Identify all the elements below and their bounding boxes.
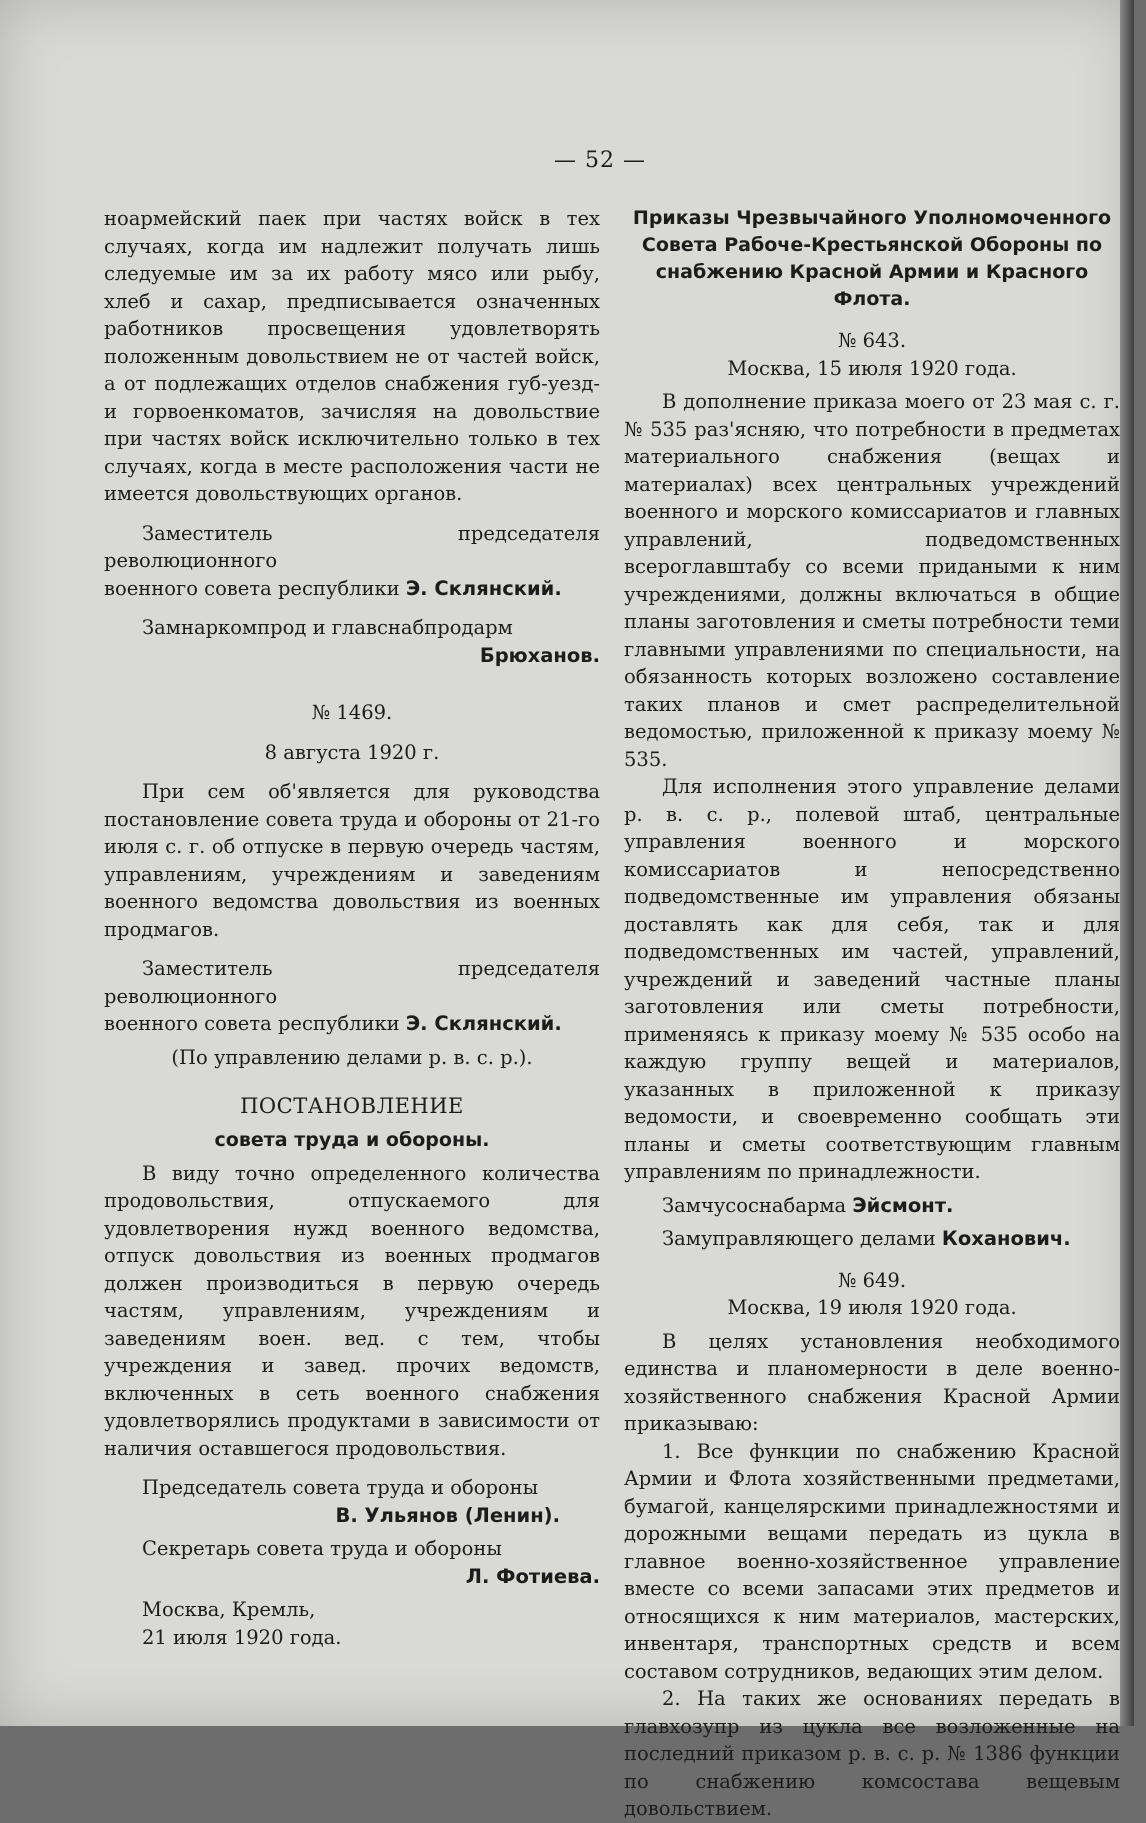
signature-1-name: Э. Склянский. — [405, 576, 562, 600]
decree-title: ПОСТАНОВЛЕНИЕ — [240, 1094, 464, 1118]
signature-3-line — [104, 1010, 600, 1038]
order-649-date: Москва, 19 июля 1920 года. — [727, 1296, 1017, 1319]
decree-place-date: 21 июля 1920 года. — [142, 1625, 342, 1649]
order-643-paragraph-2: Для исполнения этого управление делами р. в. с. р., полевой штаб, центральные управления военного и морского комиссариатов и непосредственно подведомственные им управления обязаны доставлять как для себя, так и для подведомственных им частей, управлений, учреждений и заведений частные планы заготовления или сметы потребности, применяясь к приказу моему № 535 особо на каждую группу вещей и материалов, указанных в приложенной к приказу ведомости, и своевременно сообщать эти планы и сметы соответствующим главным управлениям по принадлежности. — [624, 775, 1120, 1183]
signature-1-line — [104, 575, 600, 603]
signature-3-name: Э. Склянский. — [405, 1012, 562, 1035]
office-note: (По управлению делами р. в. с. р.). — [171, 1045, 533, 1069]
order-643-number: № 643. — [837, 329, 907, 352]
intro-paragraph: ноармейский паек при частях войск в тех случаях, когда им надлежит получать лишь следуемые им за их работу мясо или рыбу, хлеб и сахар, предписывается означенных работников просвещения удовлетворять положенным довольствием не от частей войск, а от подлежащих отделов снабжения губ-уезд- и горвоенкоматов, зачисляя на довольствие при частях войск исключительно только в тех случаях, когда в месте расположения части не имеется довольствующих органов. — [104, 207, 600, 505]
order-1469-number: № 1469. — [311, 701, 393, 724]
signature-2-title: Замнаркомпрод и главснабпродарм — [142, 616, 513, 639]
signature-3-org: военного совета республики — [104, 1012, 400, 1035]
secretary-name: Л. Фотиева. — [465, 1564, 600, 1588]
page-edge-shadow — [1120, 0, 1134, 1726]
decree-place: Москва, Кремль, — [142, 1598, 316, 1621]
signature-3-title: Заместитель председателя революционного — [104, 957, 600, 1008]
order-649-paragraph-2: 1. Все функции по снабжению Красной Армии и Флота хозяйственными предметами, бумагой, канцелярскими принадлежностями и дорожными вещами передать из цукла в главное военно-хозяйственное управление вместе со всеми запасами этих предметов и относящихся к ним материалов, мастерских, инвентаря, транспортных средств и всем составом сотрудников, ведающих этим делом. — [624, 1439, 1120, 1683]
chair-title: Председатель совета труда и обороны — [142, 1476, 539, 1499]
order-643-signature-1-title: Замчусоснабарма — [662, 1193, 847, 1217]
order-1469-date: 8 августа 1920 г. — [264, 740, 440, 764]
order-643-signature-2-title: Замуправляющего делами — [662, 1227, 936, 1250]
order-649-paragraph-3: 2. На таких же основаниях передать в главхозупр из цукла все возложенные на последний приказом р. в. с. р. № 1386 функции по снабжению комсостава вещевым довольствием. — [624, 1687, 1120, 1820]
order-643-signature-1-name: Эйсмонт. — [852, 1193, 954, 1217]
right-column — [624, 205, 1120, 1823]
chair-name: В. Ульянов (Ленин). — [335, 1503, 560, 1527]
order-643-signature-2-name: Коханович. — [941, 1227, 1071, 1250]
signature-1-title: Заместитель председателя революционного — [104, 521, 600, 572]
signature-2-name: Брюханов. — [479, 643, 600, 667]
secretary-title: Секретарь совета труда и обороны — [142, 1537, 502, 1560]
signature-1-org: военного совета республики — [104, 576, 400, 600]
left-column — [104, 205, 600, 1651]
order-1469-text: При сем об'является для руководства постановление совета труда и обороны от 21-го июля с. г. об отпуске в первую очередь частям, управлениям, учреждениям и заведениям военного ведомства довольствия из военных продмагов. — [104, 780, 600, 941]
decree-subtitle: совета труда и обороны. — [214, 1128, 490, 1151]
order-643-paragraph-1: В дополнение приказа моего от 23 мая с. г. № 535 раз'ясняю, что потребности в предметах материального снабжения (вещах и материалах) всех центральных учреждений военного и морского комиссариатов и главных управлений, подведомственных всероглавштабу со всеми придаными к ним учреждениями, должны включаться в общие планы заготовления и сметы потребности теми главными управлениями по специальности, на обязанность которых возложено составление таких планов и смет распределительной ведомостью, приложенной к приказу моему № 535. — [624, 390, 1120, 771]
page-number: — 52 — — [554, 148, 646, 173]
order-649-number: № 649. — [837, 1268, 907, 1292]
order-649-paragraph-1: В целях установления необходимого единства и планомерности в деле военно-хозяйственного снабжения Красной Армии приказываю: — [624, 1329, 1120, 1435]
decree-text: В виду точно определенного количества продовольствия, отпускаемого для удовлетворения нужд военного ведомства, отпуск довольствия из военных продмагов должен производиться в первую очередь частям, управлениям, учреждениям и заведениям воен. вед. с тем, чтобы учреждения и завед. прочих ведомств, включенных в сеть военного снабжения удовлетворялись продуктами в зависимости от наличия оставшегося продовольствия. — [104, 1161, 600, 1460]
order-643-date: Москва, 15 июля 1920 года. — [727, 356, 1017, 380]
orders-heading: Приказы Чрезвычайного Уполномоченного Совета Рабоче-Крестьянской Обороны по снабжению Красной Армии и Красного Флота. — [632, 207, 1112, 310]
order-643-signature-1 — [624, 1192, 1120, 1220]
order-643-signature-2 — [624, 1225, 1120, 1253]
